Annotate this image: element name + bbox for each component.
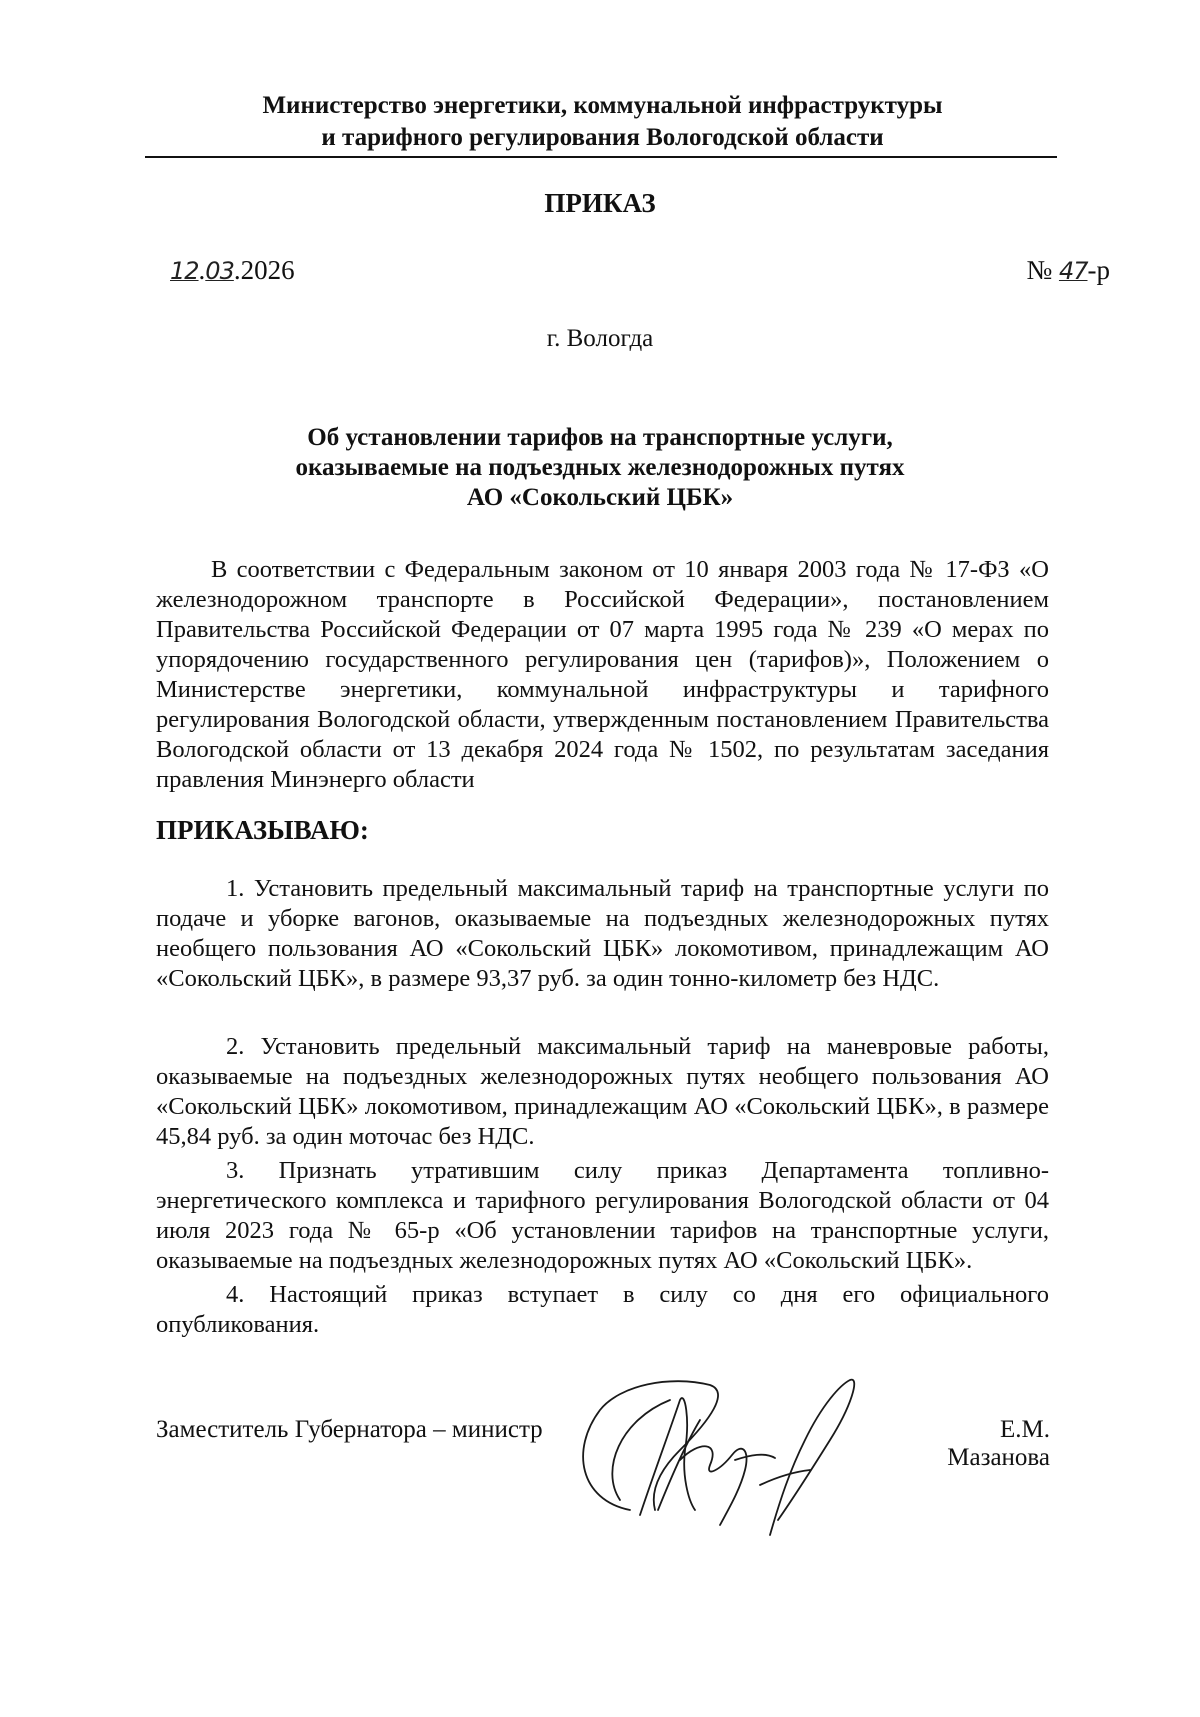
order-item-2: 2. Установить предельный максимальный тариф на маневровые работы, оказываемые на подъездных железнодорожных путях необщего пользования АО «Сокольский ЦБК» локомотивом, принадлежащим АО «Сокольский ЦБК», в размере 45,84 руб. за один моточас без НДС. [156, 1033, 1049, 1150]
order-item-4: 4. Настоящий приказ вступает в силу со дня его официального опубликования. [156, 1281, 1049, 1338]
subject-line2: оказываемые на подъездных железнодорожных путях [295, 454, 905, 481]
ministry-name-line2: и тарифного регулирования Вологодской области [321, 124, 884, 151]
document-title: ПРИКАЗ [544, 188, 656, 218]
document-number [900, 255, 1110, 286]
date-day-handwritten: 12 [170, 257, 199, 285]
date-year: .2026 [233, 255, 295, 285]
order-word: ПРИКАЗЫВАЮ: [156, 815, 369, 845]
ministry-name-line1: Министерство энергетики, коммунальной инфраструктуры [262, 92, 943, 119]
subject-line3: АО «Сокольский ЦБК» [466, 484, 734, 511]
document-date: 12.03.2026 [170, 255, 295, 285]
signatory-name: Е.М. Мазанова [947, 1416, 1050, 1471]
handwritten-signature [560, 1360, 880, 1560]
date-month-handwritten: 03 [205, 257, 234, 285]
document-city: г. Вологда [546, 325, 654, 352]
order-item-3: 3. Признать утратившим силу приказ Департамента топливно-энергетического комплекса и тарифного регулирования Вологодской области от 04 июля 2023 года № 65-р «Об установлении тарифов на транспортные услуги, оказываемые на подъездных железнодорожных путях АО «Сокольский ЦБК». [156, 1157, 1049, 1274]
document-subject [200, 423, 1000, 513]
order-item-1: 1. Установить предельный максимальный тариф на транспортные услуги по подаче и уборке вагонов, оказываемые на подъездных железнодорожных путях необщего пользования АО «Сокольский ЦБК» локомотивом, принадлежащим АО «Сокольский ЦБК», в размере 93,37 руб. за один тонно-километр без НДС. [156, 875, 1049, 992]
subject-line1: Об установлении тарифов на транспортные услуги, [307, 424, 893, 451]
intro-paragraph: В соответствии с Федеральным законом от 10 января 2003 года № 17-ФЗ «О железнодорожном транспорте в Российской Федерации», постановлением Правительства Российской Федерации от 07 марта 1995 года № 239 «О мерах по упорядочению государственного регулирования цен (тарифов)», Положением о Министерстве энергетики, коммунальной инфраструктуры и тарифного регулирования Вологодской области, утвержденным постановлением Правительства Вологодской области от 13 декабря 2024 года № 1502, по результатам заседания правления Минэнерго области [156, 556, 1049, 793]
number-suffix: -р [1087, 255, 1110, 285]
header-divider [145, 156, 1057, 158]
number-prefix: № [1026, 255, 1053, 285]
signatory-role: Заместитель Губернатора – министр [156, 1416, 543, 1443]
number-value-handwritten: 47 [1058, 257, 1088, 285]
